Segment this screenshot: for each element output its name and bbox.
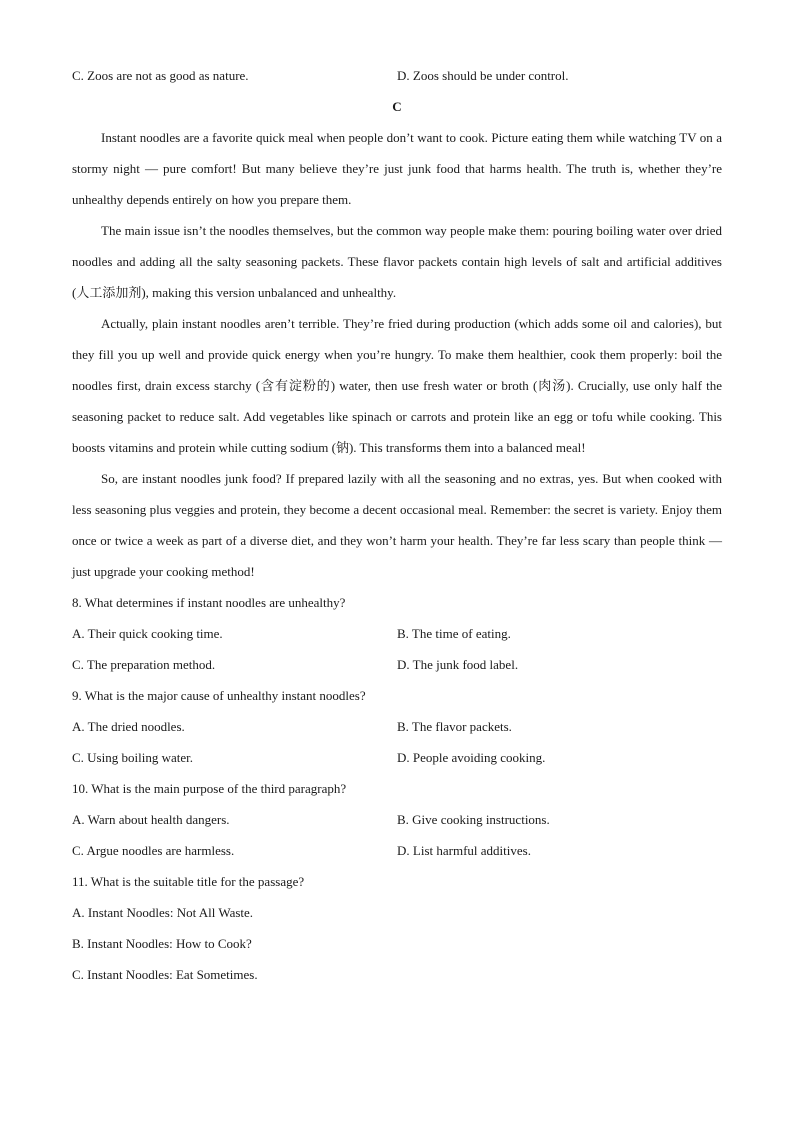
question-stem: 8. What determines if instant noodles are unhealthy?	[72, 595, 346, 610]
option-b: B. Instant Noodles: How to Cook?	[72, 936, 252, 951]
option-d: D. People avoiding cooking.	[397, 749, 546, 765]
question-8	[72, 587, 722, 680]
option-b: B. The flavor packets.	[397, 718, 512, 734]
option-c: C. Instant Noodles: Eat Sometimes.	[72, 967, 258, 982]
options-row	[72, 835, 722, 866]
question-stem: 10. What is the main purpose of the third paragraph?	[72, 781, 347, 796]
question-11	[72, 866, 722, 990]
question-stem: 11. What is the suitable title for the passage?	[72, 874, 305, 889]
option-a: A. Warn about health dangers.	[72, 811, 230, 827]
options-row	[72, 711, 722, 742]
option-b: B. Give cooking instructions.	[397, 811, 550, 827]
option-c: C. Argue noodles are harmless.	[72, 842, 235, 858]
passage-paragraph-1: Instant noodles are a favorite quick meal when people don’t want to cook. Picture eating them while watching TV on a stormy night — pure comfort! But many believe they’re just junk food that harms health. The truth is, whether they’re unhealthy depends entirely on how you prepare them.	[72, 130, 722, 207]
question-stem: 9. What is the major cause of unhealthy instant noodles?	[72, 688, 366, 703]
option-d: D. Zoos should be under control.	[397, 67, 569, 83]
option-b: B. The time of eating.	[397, 625, 511, 641]
reading-passage	[72, 122, 722, 587]
option-a: A. The dried noodles.	[72, 718, 185, 734]
option-c: C. Zoos are not as good as nature.	[72, 67, 249, 83]
section-heading: C	[392, 99, 402, 114]
options-row	[72, 804, 722, 835]
passage-paragraph-4: So, are instant noodles junk food? If prepared lazily with all the seasoning and no extras, yes. But when cooked with less seasoning plus veggies and protein, they become a decent occasional meal. Remember: the secret is variety. Enjoy them once or twice a week as part of a diverse diet, and they won’t harm your health. They’re far less scary than people think — just upgrade your cooking method!	[72, 471, 722, 579]
options-row	[72, 742, 722, 773]
passage-paragraph-2: The main issue isn’t the noodles themselves, but the common way people make them: pouring boiling water over dried noodles and adding all the salty seasoning packets. These flavor packets contain high levels of salt and artificial additives (人工添加剂), making this version unbalanced and unhealthy.	[72, 223, 722, 300]
passage-paragraph-3: Actually, plain instant noodles aren’t terrible. They’re fried during production (which adds some oil and calories), but they fill you up well and provide quick energy when you’re hungry. To make them healthier, cook them properly: boil the noodles first, drain excess starchy (含有淀粉的) water, then use fresh water or broth (肉汤). Crucially, use only half the seasoning packet to reduce salt. Add vegetables like spinach or carrots and protein like an egg or tofu while cooking. This boosts vitamins and protein while cutting sodium (钠). This transforms them into a balanced meal!	[72, 316, 722, 455]
option-d: D. List harmful additives.	[397, 842, 531, 858]
question-10	[72, 773, 722, 866]
option-c: C. Using boiling water.	[72, 749, 193, 765]
option-d: D. The junk food label.	[397, 656, 519, 672]
exam-page	[72, 60, 722, 990]
question-9	[72, 680, 722, 773]
options-row	[72, 618, 722, 649]
option-c: C. The preparation method.	[72, 656, 216, 672]
options-row	[72, 649, 722, 680]
prev-question-options	[72, 60, 722, 91]
option-a: A. Instant Noodles: Not All Waste.	[72, 905, 254, 920]
option-a: A. Their quick cooking time.	[72, 625, 223, 641]
